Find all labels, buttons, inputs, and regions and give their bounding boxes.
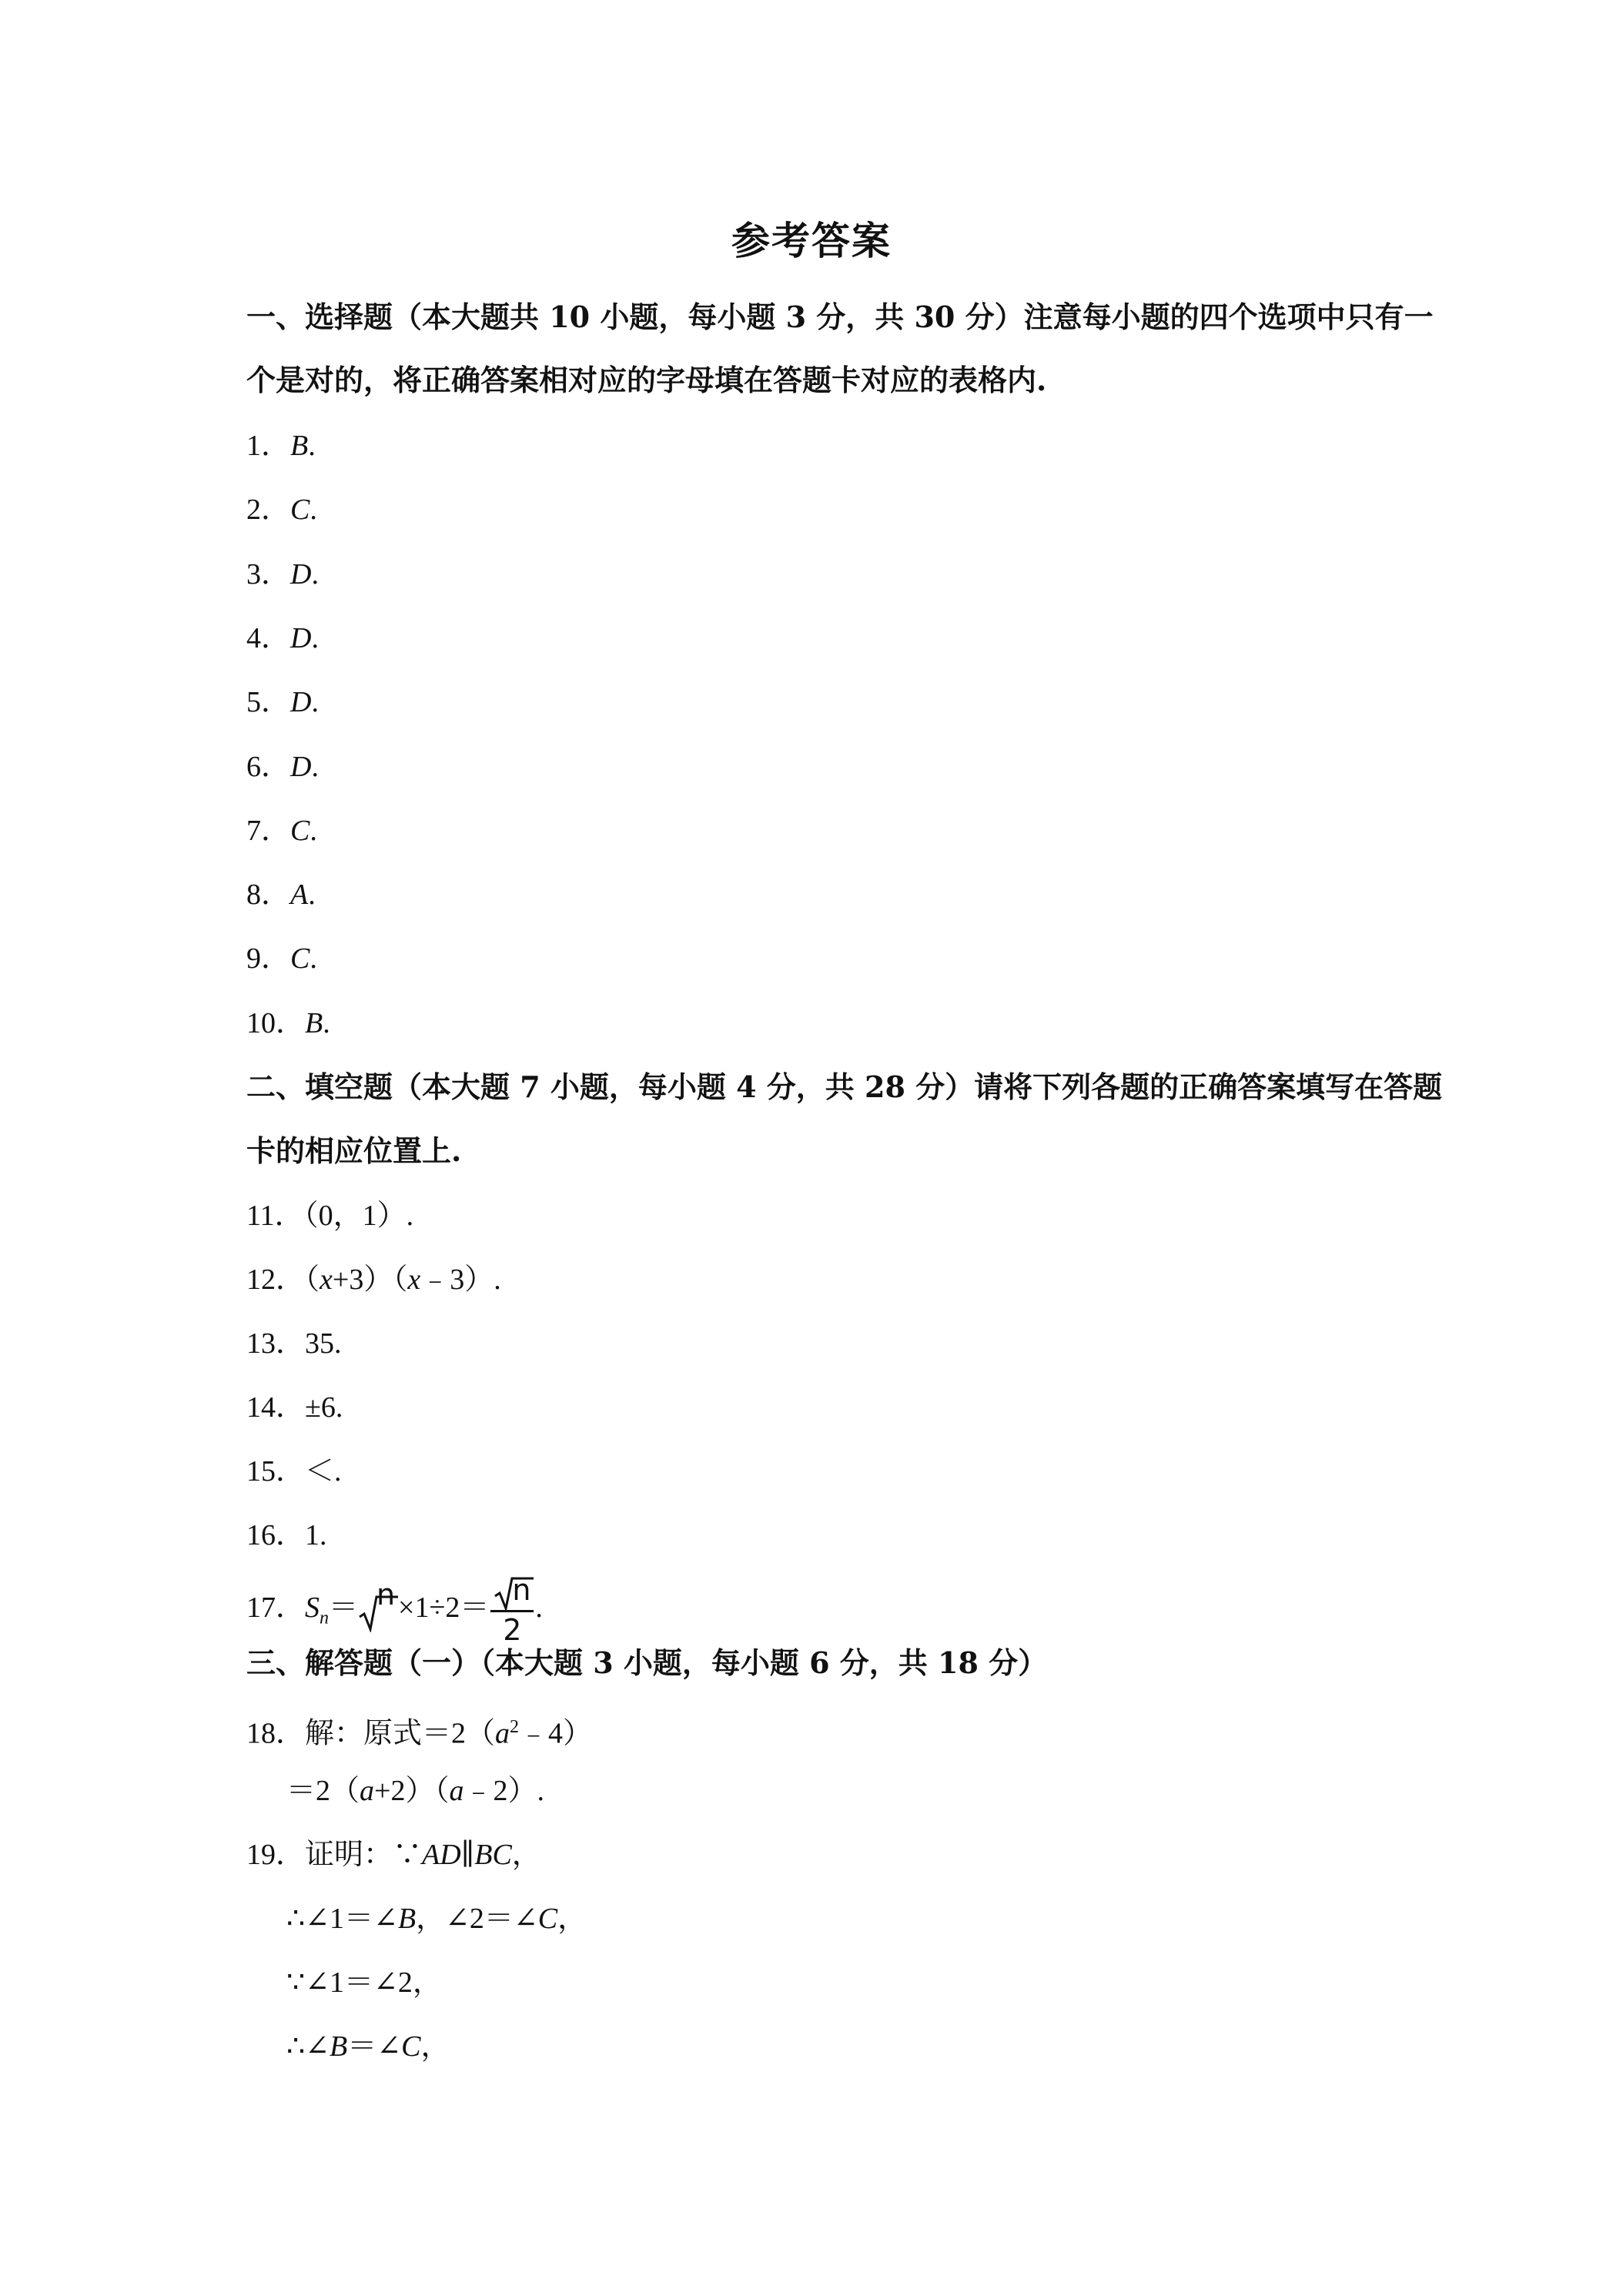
question-number: 16．	[246, 1519, 306, 1551]
question-number: 14．	[246, 1391, 306, 1424]
period: .	[323, 1007, 330, 1039]
answer-letter: D	[290, 622, 312, 654]
period: .	[310, 815, 317, 847]
question-number: 8．	[246, 879, 291, 911]
period: .	[311, 686, 319, 718]
choice-answer-1	[246, 424, 316, 467]
fraction-denominator: 2	[503, 1613, 522, 1648]
answer-letter: D	[290, 558, 312, 591]
period: .	[308, 430, 316, 462]
variable-a: a	[449, 1775, 464, 1807]
period: .	[308, 879, 316, 911]
radicand: n	[512, 1573, 531, 1608]
question-number: 13．	[246, 1327, 306, 1360]
choice-answer-2	[246, 488, 317, 531]
expr-part: ∴∠1＝∠	[286, 1903, 398, 1935]
section-2-heading-line-2: 卡的相应位置上.	[246, 1133, 462, 1168]
period: .	[310, 494, 317, 526]
square-root-icon	[358, 1573, 398, 1647]
question-number: 7．	[246, 815, 291, 847]
period: .	[311, 751, 319, 783]
choice-answer-10	[246, 1002, 330, 1045]
expr-part: ，	[557, 1903, 587, 1935]
question-number: 17．	[246, 1591, 306, 1624]
exponent: 2	[510, 1717, 520, 1737]
choice-answer-5	[246, 681, 319, 724]
question-number: 5．	[246, 686, 291, 718]
fill-answer-16	[246, 1514, 327, 1557]
expr-part: +2）（	[374, 1775, 450, 1807]
variable-x: x	[407, 1263, 421, 1296]
fill-answer-15	[246, 1450, 342, 1493]
question-number: 6．	[246, 751, 291, 783]
expr-part: ＝2（	[286, 1775, 360, 1807]
answer-text: ±6.	[305, 1391, 343, 1424]
answer-letter: C	[290, 942, 310, 975]
variable-b: B	[397, 1903, 417, 1935]
fraction-numerator	[490, 1572, 534, 1612]
answer-letter: D	[290, 751, 312, 783]
section-2-heading-line-1: 二、填空题（本大题 7 小题，每小题 4 分，共 28 分）请将下列各题的正确答案填写在答题	[246, 1069, 1443, 1104]
question-number: 15．	[246, 1455, 306, 1488]
section-3-heading: 三、解答题（一）（本大题 3 小题，每小题 6 分，共 18 分）	[246, 1645, 1048, 1680]
question-number: 1．	[246, 430, 291, 462]
expr-part: 证明：∵	[305, 1839, 423, 1871]
answer-letter: D	[290, 686, 312, 718]
expr-part: ﹣2）.	[463, 1775, 544, 1807]
variable-a: a	[360, 1775, 375, 1807]
question-number: 9．	[246, 942, 291, 975]
variable-c: C	[401, 2030, 421, 2063]
period: .	[535, 1591, 543, 1624]
choice-answer-9	[246, 937, 317, 980]
variable-c: C	[537, 1903, 558, 1935]
answer-text: 35.	[305, 1327, 342, 1360]
radicand: n	[376, 1578, 396, 1612]
answer-letter: A	[290, 879, 309, 911]
expr-part: +3）（	[332, 1263, 408, 1296]
expr-part: ＝∠	[347, 2030, 402, 2063]
choice-answer-3	[246, 553, 319, 596]
math-expression: AD∥BC	[422, 1839, 512, 1871]
q18-line-2	[286, 1769, 544, 1812]
choice-answer-4	[246, 617, 319, 660]
choice-answer-6	[246, 745, 319, 788]
section-1-heading-line-1: 一、选择题（本大题共 10 小题，每小题 3 分，共 30 分）注意每小题的四个选项中只有一	[246, 300, 1434, 334]
expr-part: ∴∠	[286, 2030, 330, 2063]
answer-text: ＜.	[305, 1455, 342, 1488]
period: .	[311, 558, 319, 591]
q18-line-1	[246, 1705, 592, 1755]
question-number: 4．	[246, 622, 291, 654]
variable-x: x	[320, 1263, 333, 1296]
expr-part: ﹣4）	[519, 1717, 593, 1750]
expr-part: ，∠2＝∠	[416, 1903, 538, 1935]
period: .	[310, 942, 317, 975]
expr-part: ，	[420, 2030, 450, 2063]
section-1-heading-line-2: 个是对的，将正确答案相对应的字母填在答题卡对应的表格内.	[246, 363, 1047, 397]
question-number: 10．	[246, 1007, 306, 1039]
fill-answer-14	[246, 1386, 343, 1429]
subscript-n: n	[320, 1608, 330, 1628]
page-title: 参考答案	[731, 218, 892, 263]
q19-line-1	[246, 1833, 541, 1876]
question-number: 12．	[246, 1263, 306, 1296]
answer-letter: B	[290, 430, 309, 462]
answer-letter: C	[290, 815, 310, 847]
expr-part: 解：原式＝2（	[305, 1717, 496, 1750]
choice-answer-8	[246, 873, 316, 916]
expr-part: ×1÷2＝	[398, 1591, 490, 1624]
equals-sign: ＝	[329, 1591, 359, 1624]
answer-text: （0，1）.	[303, 1200, 414, 1232]
question-number: 3．	[246, 558, 291, 591]
expr-part: ﹣3）.	[420, 1263, 501, 1296]
expr-part: ，	[511, 1839, 541, 1871]
fill-answer-12	[246, 1258, 501, 1301]
question-number: 2．	[246, 494, 291, 526]
question-number: 19．	[246, 1839, 306, 1871]
period: .	[311, 622, 319, 654]
answer-letter: B	[305, 1007, 323, 1039]
answer-letter: C	[290, 494, 310, 526]
variable-a: a	[495, 1717, 510, 1750]
variable-s: S	[305, 1591, 320, 1624]
answer-text: 1.	[305, 1519, 327, 1551]
question-number: 11．	[246, 1200, 304, 1232]
fill-answer-11	[246, 1194, 413, 1237]
variable-b: B	[330, 2030, 348, 2063]
choice-answer-7	[246, 809, 317, 852]
q19-line-4	[286, 2025, 450, 2068]
paren-open: （	[305, 1263, 320, 1296]
fill-answer-13	[246, 1322, 342, 1365]
q19-line-3: ∵∠1＝∠2，	[286, 1966, 442, 1999]
q19-line-2	[286, 1897, 587, 1940]
fraction	[490, 1572, 534, 1648]
question-number: 18．	[246, 1717, 306, 1750]
